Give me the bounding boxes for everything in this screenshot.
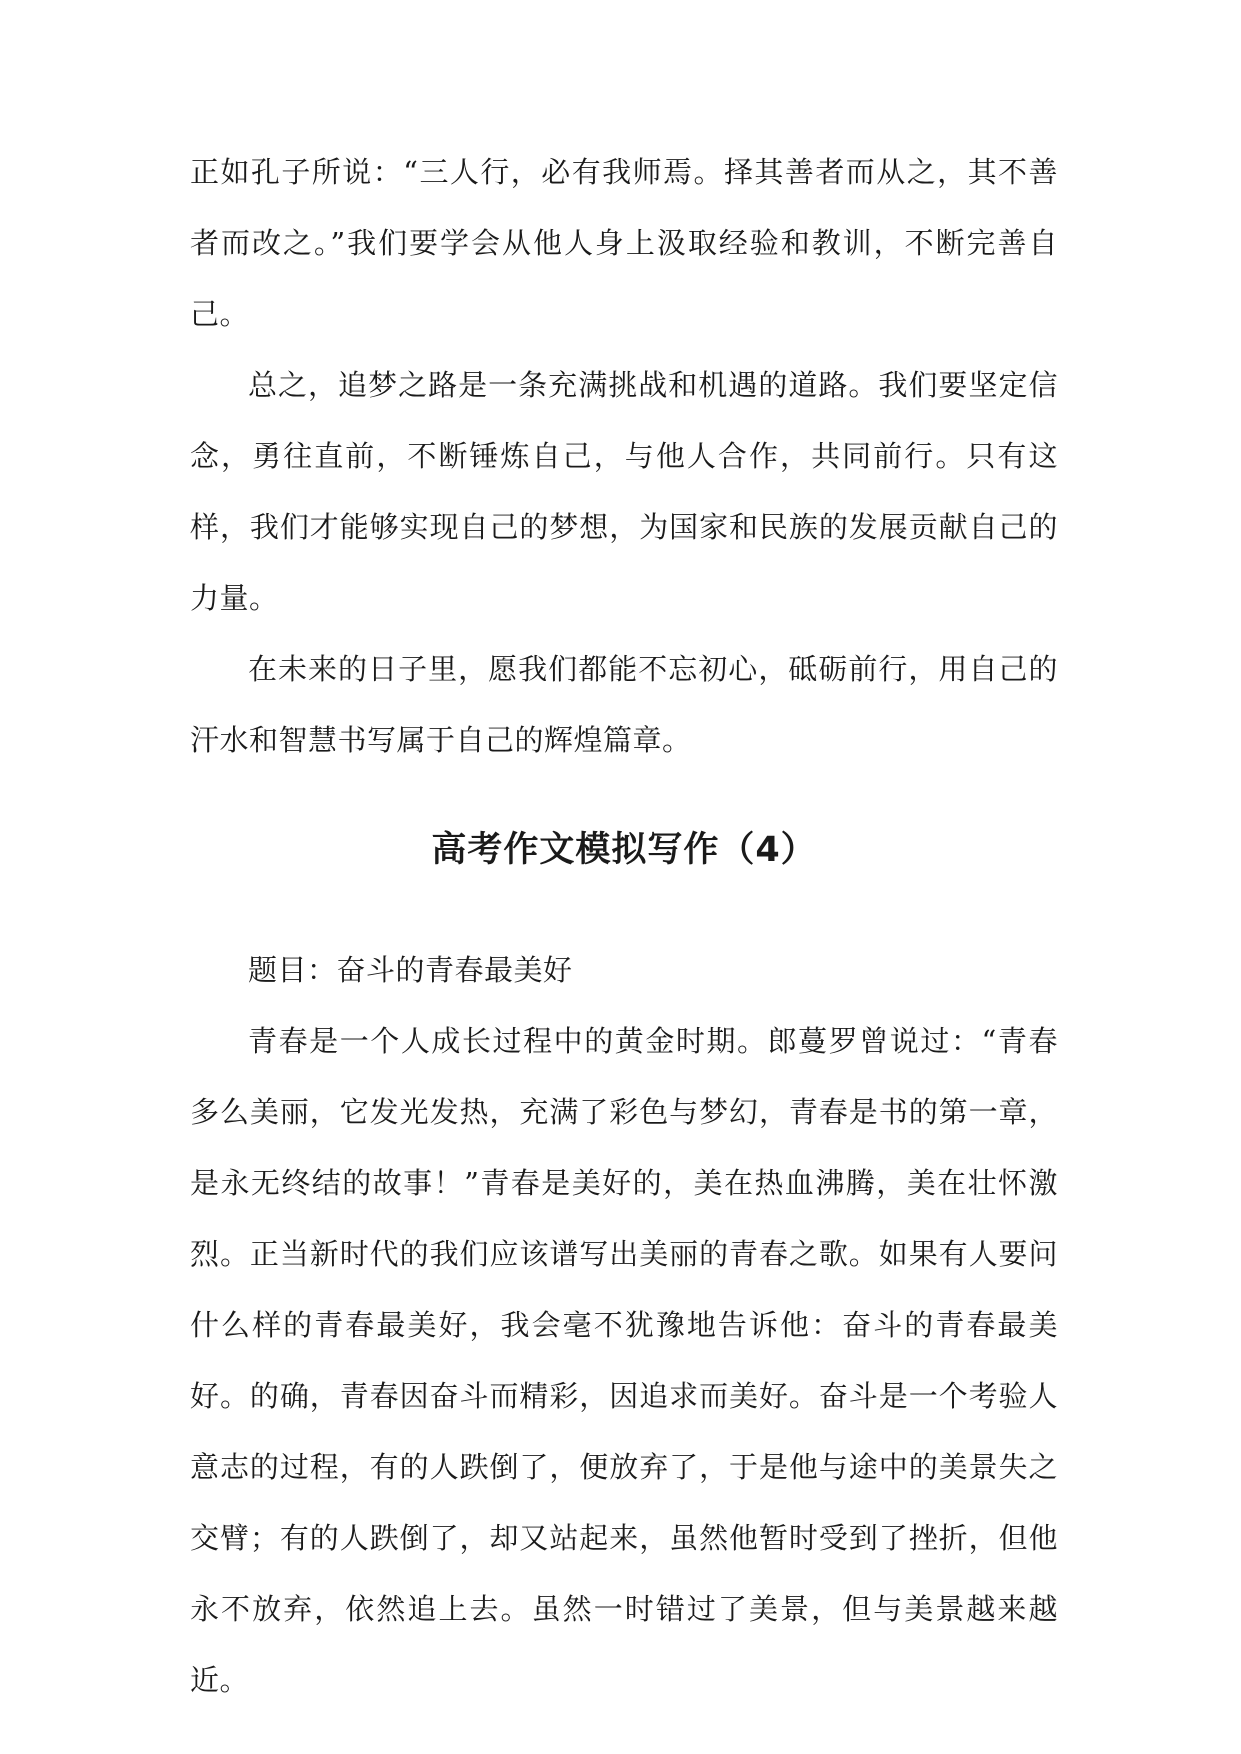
paragraph-youth-essay: 青春是一个人成长过程中的黄金时期。郎蔓罗曾说过：“青春多么美丽，它发光发热，充满了彩色与梦幻，青春是书的第一章，是永无终结的故事！”青春是美好的，美在热血沸腾，美在壮怀激烈。正当新时代的我们应该谱写出美丽的青春之歌。如果有人要问什么样的青春最美好，我会毫不犹豫地告诉他：奋斗的青春最美好。的确，青春因奋斗而精彩，因追求而美好。奋斗是一个考验人意志的过程，有的人跌倒了，便放弃了，于是他与途中的美景失之交臂；有的人跌倒了，却又站起来，虽然他暂时受到了挫折，但他永不放弃，依然追上去。虽然一时错过了美景，但与美景越来越近。	[190, 1024, 1058, 1697]
topic-line: 题目：奋斗的青春最美好	[248, 953, 573, 987]
section-title: 高考作文模拟写作（4）	[431, 830, 817, 870]
paragraph-future-wish: 在未来的日子里，愿我们都能不忘初心，砥砺前行，用自己的汗水和智慧书写属于自己的辉煌篇章。	[190, 652, 1058, 757]
paragraph-confucius-quote: 正如孔子所说：“三人行，必有我师焉。择其善者而从之，其不善者而改之。”我们要学会从他人身上汲取经验和教训，不断完善自己。	[190, 155, 1058, 331]
paragraph-conclusion: 总之，追梦之路是一条充满挑战和机遇的道路。我们要坚定信念，勇往直前，不断锤炼自己，与他人合作，共同前行。只有这样，我们才能够实现自己的梦想，为国家和民族的发展贡献自己的力量。	[190, 368, 1058, 615]
page-content	[190, 137, 1058, 1716]
